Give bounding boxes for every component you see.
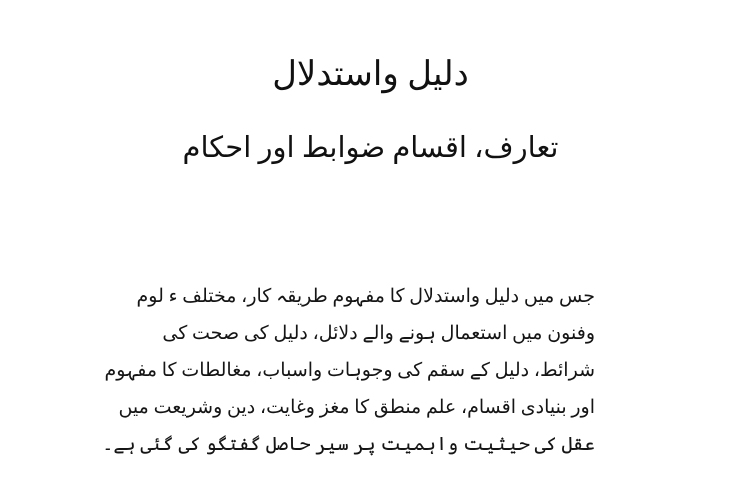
page-title: دلیل واستدلال xyxy=(272,56,469,93)
page-subtitle: تعارف، اقسام ضوابط اور احکام xyxy=(182,131,559,164)
body-line: اور بنیادی اقسام، علم منطق کا مغز وغایت، دین وشریعت میں xyxy=(118,397,595,419)
title-block xyxy=(0,52,741,168)
body-paragraph xyxy=(102,278,595,463)
body-line: وفنون میں استعمال ہونے والے دلائل، دلیل کی صحت کی xyxy=(162,323,595,345)
body-line: شرائط، دلیل کے سقم کی وجوہات واسباب، مغالطات کا مفہوم xyxy=(104,360,595,382)
body-line: عقل کی حیثیت واہمیت پر سیر حاصل گفتگو کی گئی ہے۔ xyxy=(102,434,595,456)
body-line: جس میں دلیل واستدلال کا مفہوم طریقہ کار، مختلف ء لوم xyxy=(136,286,595,307)
